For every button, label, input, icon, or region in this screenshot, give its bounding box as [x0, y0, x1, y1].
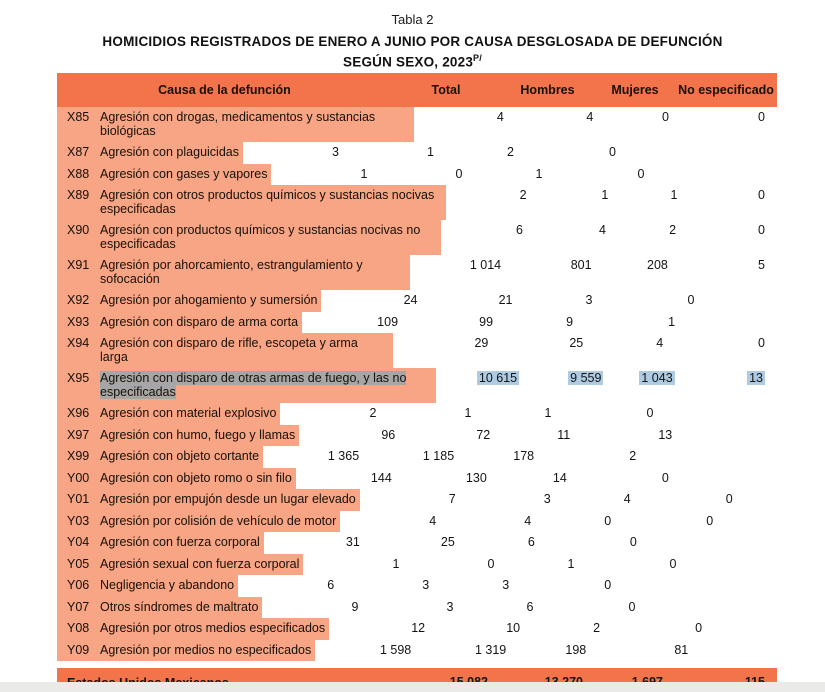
- mujeres-value[interactable]: 0: [661, 110, 669, 124]
- hombres-value[interactable]: 25: [569, 336, 584, 350]
- hombres-value[interactable]: 9 559: [570, 371, 602, 385]
- mujeres-value[interactable]: 2: [507, 145, 514, 159]
- mujeres-value[interactable]: 1: [567, 556, 575, 571]
- total-value[interactable]: 4: [496, 110, 504, 124]
- cause-label[interactable]: Otros síndromes de maltrato: [100, 599, 259, 614]
- cause-label[interactable]: Agresión con disparo de arma corta: [100, 314, 299, 329]
- cause-code[interactable]: Y06: [67, 578, 90, 592]
- cause-label[interactable]: Agresión con otros productos químicos y sustancias nocivas especificadas: [100, 188, 435, 216]
- no-especificado-value[interactable]: 0: [628, 599, 636, 614]
- total-value[interactable]: 10 615: [478, 371, 518, 385]
- cause-cell: [57, 164, 271, 186]
- cause-label[interactable]: Agresión por ahogamiento y sumersión: [100, 293, 318, 307]
- total-value[interactable]: 2: [369, 406, 377, 420]
- cause-code[interactable]: Y03: [67, 513, 90, 528]
- no-especificado-value[interactable]: 0: [661, 470, 669, 485]
- hombres-value[interactable]: 21: [498, 293, 513, 307]
- table-row: [57, 575, 777, 597]
- table-row: [57, 220, 777, 255]
- no-especificado-value[interactable]: 0: [725, 492, 733, 506]
- cause-label[interactable]: Agresión por colisión de vehículo de motor: [100, 513, 337, 528]
- table-row: [57, 185, 777, 220]
- cause-code[interactable]: X91: [67, 258, 90, 272]
- total-value[interactable]: 31: [345, 535, 360, 549]
- cause-code[interactable]: X97: [67, 427, 90, 442]
- hombres-value[interactable]: 3: [446, 599, 454, 614]
- hombres-value[interactable]: 3: [543, 492, 551, 506]
- total-value[interactable]: 1 598: [379, 642, 412, 657]
- mujeres-value[interactable]: 4: [656, 336, 664, 350]
- cause-code[interactable]: Y09: [67, 642, 90, 657]
- col-header-no-especificado: No especificado: [678, 83, 774, 97]
- table-row: [57, 107, 777, 142]
- cause-code[interactable]: X93: [67, 314, 90, 329]
- no-especificado-value[interactable]: 0: [687, 293, 695, 307]
- mujeres-value[interactable]: 3: [585, 293, 593, 307]
- no-especificado-value[interactable]: 0: [669, 556, 677, 571]
- mujeres-value[interactable]: 1: [670, 188, 678, 202]
- title-block: [0, 0, 825, 71]
- cause-code[interactable]: X88: [67, 166, 90, 181]
- cause-cell: [57, 185, 446, 220]
- mujeres-value[interactable]: 9: [566, 314, 574, 329]
- total-value[interactable]: 12: [411, 621, 426, 635]
- cause-code[interactable]: X87: [67, 145, 90, 159]
- cause-cell: [57, 554, 303, 576]
- no-especificado-value[interactable]: 0: [758, 110, 765, 124]
- cause-label[interactable]: Agresión por otros medios especificados: [100, 621, 326, 635]
- page-bottom-edge: [0, 682, 825, 692]
- no-especificado-value[interactable]: 0: [706, 513, 714, 528]
- total-value[interactable]: 24: [403, 293, 418, 307]
- cause-cell: [57, 468, 296, 490]
- cause-label[interactable]: Agresión con objeto cortante: [100, 449, 260, 463]
- hombres-value[interactable]: 1 319: [474, 642, 507, 657]
- mujeres-value[interactable]: 2: [593, 621, 601, 635]
- no-especificado-value[interactable]: 81: [674, 642, 689, 657]
- cause-code[interactable]: Y07: [67, 599, 90, 614]
- cause-cell: [57, 511, 340, 533]
- no-especificado-value[interactable]: 0: [629, 535, 637, 549]
- table-row: [57, 468, 777, 490]
- mujeres-value[interactable]: 11: [557, 427, 571, 442]
- cause-code[interactable]: X89: [67, 188, 90, 202]
- table-row: [57, 489, 777, 511]
- hombres-value[interactable]: 25: [440, 535, 455, 549]
- total-value[interactable]: 1: [360, 166, 368, 181]
- page-title: [0, 33, 825, 50]
- hombres-value[interactable]: 72: [476, 427, 491, 442]
- no-especificado-value[interactable]: 0: [695, 621, 703, 635]
- total-value[interactable]: 7: [448, 492, 456, 506]
- mujeres-value[interactable]: 198: [565, 642, 587, 657]
- col-header-total: Total: [431, 83, 461, 97]
- total-value[interactable]: 1 365: [327, 449, 360, 463]
- cause-cell: [57, 255, 410, 290]
- cause-label[interactable]: Agresión con fuerza corporal: [100, 535, 260, 549]
- cause-cell: [57, 489, 360, 511]
- total-value[interactable]: 109: [377, 314, 399, 329]
- cause-label[interactable]: Agresión con objeto romo o sin filo: [100, 470, 292, 485]
- col-header-mujeres: Mujeres: [611, 83, 659, 97]
- mujeres-value[interactable]: 2: [669, 223, 677, 237]
- cause-code[interactable]: X85: [67, 110, 90, 124]
- total-value[interactable]: 1: [392, 556, 400, 571]
- table-header-row: [57, 73, 777, 107]
- cause-cell: [57, 575, 238, 597]
- hombres-value[interactable]: 1: [601, 188, 609, 202]
- table-row: [57, 333, 777, 368]
- cause-cell: [57, 142, 243, 164]
- table-row: [57, 255, 777, 290]
- table-row: [57, 640, 777, 662]
- hombres-value[interactable]: 4: [524, 513, 532, 528]
- preliminary-superscript: P/: [473, 53, 482, 63]
- cause-cell: [57, 333, 393, 368]
- total-value[interactable]: 6: [327, 578, 335, 592]
- no-especificado-value[interactable]: 0: [609, 145, 616, 159]
- cause-label[interactable]: Agresión con disparo de rifle, escopeta y arma larga: [100, 336, 358, 364]
- hombres-value[interactable]: 0: [455, 166, 463, 181]
- mujeres-value[interactable]: 1: [544, 406, 552, 420]
- cause-label[interactable]: Agresión sexual con fuerza corporal: [100, 556, 300, 571]
- cause-cell: [57, 107, 414, 142]
- cause-cell: [57, 368, 436, 403]
- hombres-value[interactable]: 3: [422, 578, 430, 592]
- no-especificado-value[interactable]: 0: [758, 223, 765, 237]
- hombres-value[interactable]: 10: [506, 621, 521, 635]
- mujeres-value[interactable]: 1: [535, 166, 543, 181]
- total-value[interactable]: 3: [332, 145, 339, 159]
- cause-code[interactable]: X95: [67, 371, 90, 385]
- cause-code[interactable]: X92: [67, 293, 90, 307]
- total-value[interactable]: 9: [351, 599, 359, 614]
- mujeres-value[interactable]: 0: [604, 513, 612, 528]
- page-subtitle: [0, 50, 825, 71]
- mujeres-value[interactable]: 1 043: [641, 371, 673, 385]
- cause-code[interactable]: Y01: [67, 492, 90, 506]
- cause-code[interactable]: X96: [67, 406, 90, 420]
- page-title-text: HOMICIDIOS REGISTRADOS DE ENERO A JUNIO POR CAUSA DESGLOSADA DE DEFUNCIÓN: [102, 34, 723, 49]
- cause-label[interactable]: Agresión con humo, fuego y llamas: [100, 427, 296, 442]
- no-especificado-value[interactable]: 0: [758, 188, 765, 202]
- table-row: [57, 403, 777, 425]
- cause-label[interactable]: Agresión por medios no especificados: [100, 642, 312, 657]
- mujeres-value[interactable]: 3: [502, 578, 510, 592]
- hombres-value[interactable]: 801: [570, 258, 592, 272]
- table-number: Tabla 2: [391, 12, 434, 27]
- total-value[interactable]: 29: [474, 336, 489, 350]
- table-row: [57, 164, 777, 186]
- mujeres-value[interactable]: 4: [623, 492, 631, 506]
- table-row: [57, 290, 777, 312]
- cause-label[interactable]: Agresión con drogas, medicamentos y sustancias biológicas: [100, 110, 376, 138]
- total-value[interactable]: 2: [519, 188, 527, 202]
- hombres-value[interactable]: 1: [427, 145, 434, 159]
- hombres-value[interactable]: 4: [586, 110, 594, 124]
- hombres-value[interactable]: 1 185: [422, 449, 455, 463]
- cause-cell: [57, 532, 264, 554]
- total-value[interactable]: 4: [429, 513, 437, 528]
- page-subtitle-text: SEGÚN SEXO, 2023: [343, 54, 474, 70]
- mujeres-value[interactable]: 14: [552, 470, 567, 485]
- total-value[interactable]: 96: [381, 427, 396, 442]
- cause-cell: [57, 446, 263, 468]
- cause-label[interactable]: Agresión con plaguicidas: [100, 145, 239, 159]
- hombres-value[interactable]: 0: [487, 556, 495, 571]
- hombres-value[interactable]: 130: [465, 470, 487, 485]
- homicides-table: [57, 73, 777, 692]
- hombres-value[interactable]: 1: [464, 406, 472, 420]
- table-row: [57, 511, 777, 533]
- cause-label[interactable]: Agresión con disparo de otras armas de fuego, y las no especificadas: [100, 371, 407, 399]
- no-especificado-value[interactable]: 0: [637, 166, 645, 181]
- total-value[interactable]: 6: [515, 223, 523, 237]
- cause-cell: [57, 290, 321, 312]
- table-row: [57, 368, 777, 403]
- table-row: [57, 446, 777, 468]
- cause-cell: [57, 640, 315, 662]
- table-body: [57, 107, 777, 661]
- cause-cell: [57, 312, 302, 334]
- cause-code[interactable]: X99: [67, 449, 90, 463]
- cause-label[interactable]: Agresión por empujón desde un lugar elevado: [100, 492, 356, 506]
- mujeres-value[interactable]: 6: [527, 535, 535, 549]
- mujeres-value[interactable]: 6: [526, 599, 534, 614]
- table-row: [57, 554, 777, 576]
- mujeres-value[interactable]: 208: [647, 258, 668, 272]
- hombres-value[interactable]: 4: [598, 223, 606, 237]
- cause-code[interactable]: Y05: [67, 556, 90, 571]
- table-row: [57, 597, 777, 619]
- table-row: [57, 425, 777, 447]
- col-header-causa: Causa de la defunción: [158, 83, 291, 97]
- cause-code[interactable]: X90: [67, 223, 90, 237]
- no-especificado-value[interactable]: 1: [668, 314, 676, 329]
- no-especificado-value[interactable]: 0: [604, 578, 612, 592]
- cause-label[interactable]: Agresión con gases y vapores: [100, 166, 268, 181]
- no-especificado-value[interactable]: 0: [758, 336, 765, 350]
- cause-label[interactable]: Agresión con material explosivo: [100, 406, 277, 420]
- no-especificado-value[interactable]: 0: [646, 406, 654, 420]
- no-especificado-value[interactable]: 13: [658, 427, 673, 442]
- total-value[interactable]: 144: [370, 470, 392, 485]
- table-row: [57, 532, 777, 554]
- cause-cell: [57, 618, 329, 640]
- no-especificado-value[interactable]: 13: [749, 371, 764, 385]
- cause-cell: [57, 597, 262, 619]
- no-especificado-value[interactable]: 5: [758, 258, 765, 272]
- cause-cell: [57, 220, 441, 255]
- cause-label[interactable]: Agresión con productos químicos y sustancias nocivas no especificadas: [100, 223, 421, 251]
- total-value[interactable]: 1 014: [469, 258, 502, 272]
- cause-code[interactable]: Y00: [67, 470, 90, 485]
- cause-code[interactable]: Y08: [67, 621, 90, 635]
- col-header-hombres: Hombres: [520, 83, 575, 97]
- table-row: [57, 142, 777, 164]
- cause-code[interactable]: X94: [67, 336, 90, 350]
- cause-code[interactable]: Y04: [67, 535, 90, 549]
- no-especificado-value[interactable]: 2: [629, 449, 637, 463]
- cause-label[interactable]: Agresión por ahorcamiento, estrangulamiento y sofocación: [100, 258, 363, 286]
- table-row: [57, 312, 777, 334]
- hombres-value[interactable]: 99: [479, 314, 494, 329]
- cause-cell: [57, 425, 299, 447]
- cause-cell: [57, 403, 280, 425]
- table-row: [57, 618, 777, 640]
- mujeres-value[interactable]: 178: [513, 449, 535, 463]
- cause-label[interactable]: Negligencia y abandono: [100, 578, 235, 592]
